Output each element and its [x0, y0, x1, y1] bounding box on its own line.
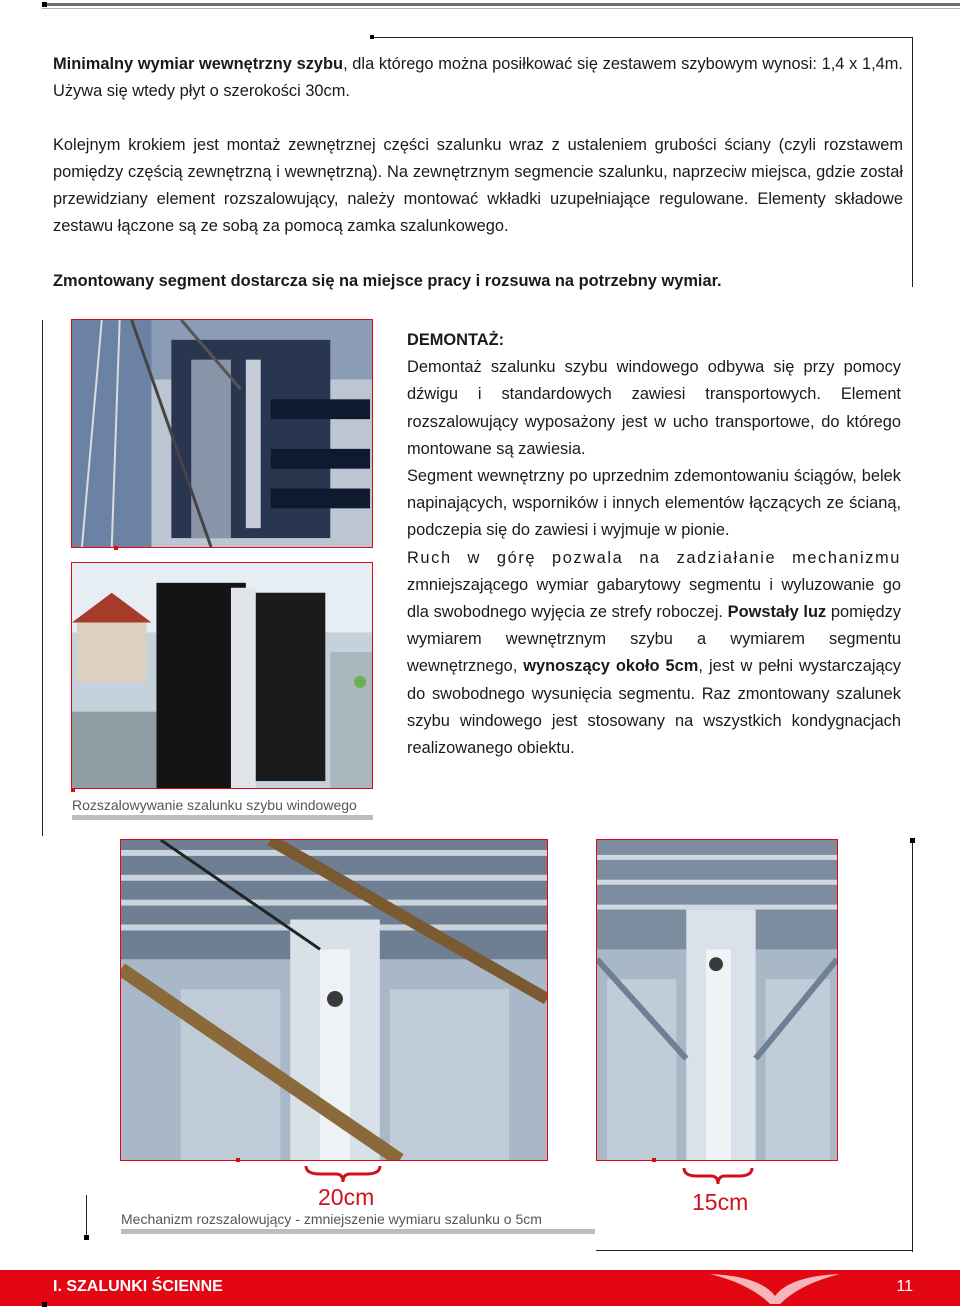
- photo-shaft-formwork: [71, 562, 373, 789]
- frame-line-right: [912, 37, 913, 287]
- demontaz-heading: DEMONTAŻ:: [407, 331, 505, 349]
- photo-marker: [71, 788, 75, 792]
- caption-bottom-underline: [121, 1229, 595, 1234]
- frame-line-top: [373, 37, 913, 38]
- photo-marker: [236, 1158, 240, 1162]
- brace-icon: [304, 1164, 382, 1184]
- demontaz-bold-1: Powstały luz: [727, 603, 827, 622]
- dimension-15cm: 15cm: [692, 1189, 749, 1215]
- frame-line-bottom-left: [86, 1195, 87, 1235]
- intro-bold: Minimalny wymiar wewnętrzny szybu: [53, 55, 344, 73]
- header-rule-thin: [42, 8, 960, 9]
- photo-mechanism-20cm: [120, 839, 548, 1161]
- intro-text: , dla którego można posiłkować się zestawem szybowym wynosi: 1,4 x 1,4m. Używa się wtedy płyt o szerokości 30cm.: [53, 55, 903, 100]
- demontaz-text-3d: pomiędzy wymiarem wewnętrznym szybu a wymiarem segmentu wewnętrznego,: [407, 603, 901, 676]
- frame-line-right-lower: [912, 840, 913, 1252]
- page-number: 11: [896, 1278, 913, 1295]
- demontaz-text-2: Segment wewnętrzny po uprzednim zdemontowaniu ściągów, belek napinających, wsporników i innych elementów łączących ze ścianą, podczepia się do zawiesi i wyjmuje w pionie.: [407, 467, 901, 540]
- corner-marker: [42, 2, 47, 7]
- intro-paragraph-1: [53, 51, 903, 105]
- caption-underline: [72, 815, 373, 820]
- frame-line-bottom: [596, 1250, 913, 1251]
- frame-marker: [370, 35, 374, 39]
- frame-marker: [84, 1235, 89, 1240]
- bird-logo-icon: [700, 1270, 850, 1306]
- caption-bottom: Mechanizm rozszalowujący - zmniejszenie wymiaru szalunku o 5cm: [121, 1211, 542, 1227]
- demontaz-section: [407, 327, 901, 762]
- demontaz-text-1: Demontaż szalunku szybu windowego odbywa się przy pomocy dźwigu i standardowych zawiesi transportowych. Element rozszalowujący wyposażony jest w ucho transportowe, do którego montowane są zawiesia.: [407, 358, 901, 458]
- footer-section-title: I. SZALUNKI ŚCIENNE: [53, 1278, 223, 1295]
- brace-icon: [682, 1166, 754, 1186]
- intro-paragraph-2: Kolejnym krokiem jest montaż zewnętrznej części szalunku wraz z ustaleniem grubości ściany (czyli rozstawem pomiędzy częścią zewnętrzną i wewnętrzną). Na zewnętrznym segmencie szalunku, naprzeciw miejsca, gdzie został przewidziany element rozszalowujący, należy montować wkładki uzupełniające regulowane. Elementy składowe zestawu łączone są ze sobą za pomocą zamka szalunkowego.: [53, 136, 903, 235]
- header-rule: [42, 3, 960, 6]
- footer-bar: [0, 1270, 960, 1306]
- frame-marker: [910, 838, 915, 843]
- photo-mechanism-15cm: [596, 839, 838, 1161]
- demontaz-text-3f: , jest w pełni wystarczający do swobodnego wysunięcia segmentu. Raz zmontowany szalunek szybu windowego jest stosowany na wszystkich kondygnacjach realizowanego obiektu.: [407, 657, 901, 758]
- photo-marker: [114, 546, 118, 550]
- frame-line-left: [42, 320, 43, 836]
- intro-paragraph-3: Zmontowany segment dostarcza się na miejsce pracy i rozsuwa na potrzebny wymiar.: [53, 272, 722, 290]
- dimension-20cm: 20cm: [318, 1184, 375, 1210]
- demontaz-text-3: [407, 545, 901, 763]
- photo-marker: [652, 1158, 656, 1162]
- demontaz-text-3b: zmniejszającego wymiar gabarytowy segmentu i wyluzowanie go dla swobodnego wyjęcia ze strefy roboczej.: [407, 575, 901, 622]
- caption-left: Rozszalowywanie szalunku szybu windowego: [72, 797, 357, 813]
- demontaz-text-3a: Ruch w górę pozwala na zadziałanie mechanizmu: [407, 548, 901, 567]
- demontaz-bold-2: wynoszący około 5cm: [523, 657, 699, 676]
- corner-marker: [42, 1302, 47, 1307]
- photo-lifting-segment: [71, 319, 373, 548]
